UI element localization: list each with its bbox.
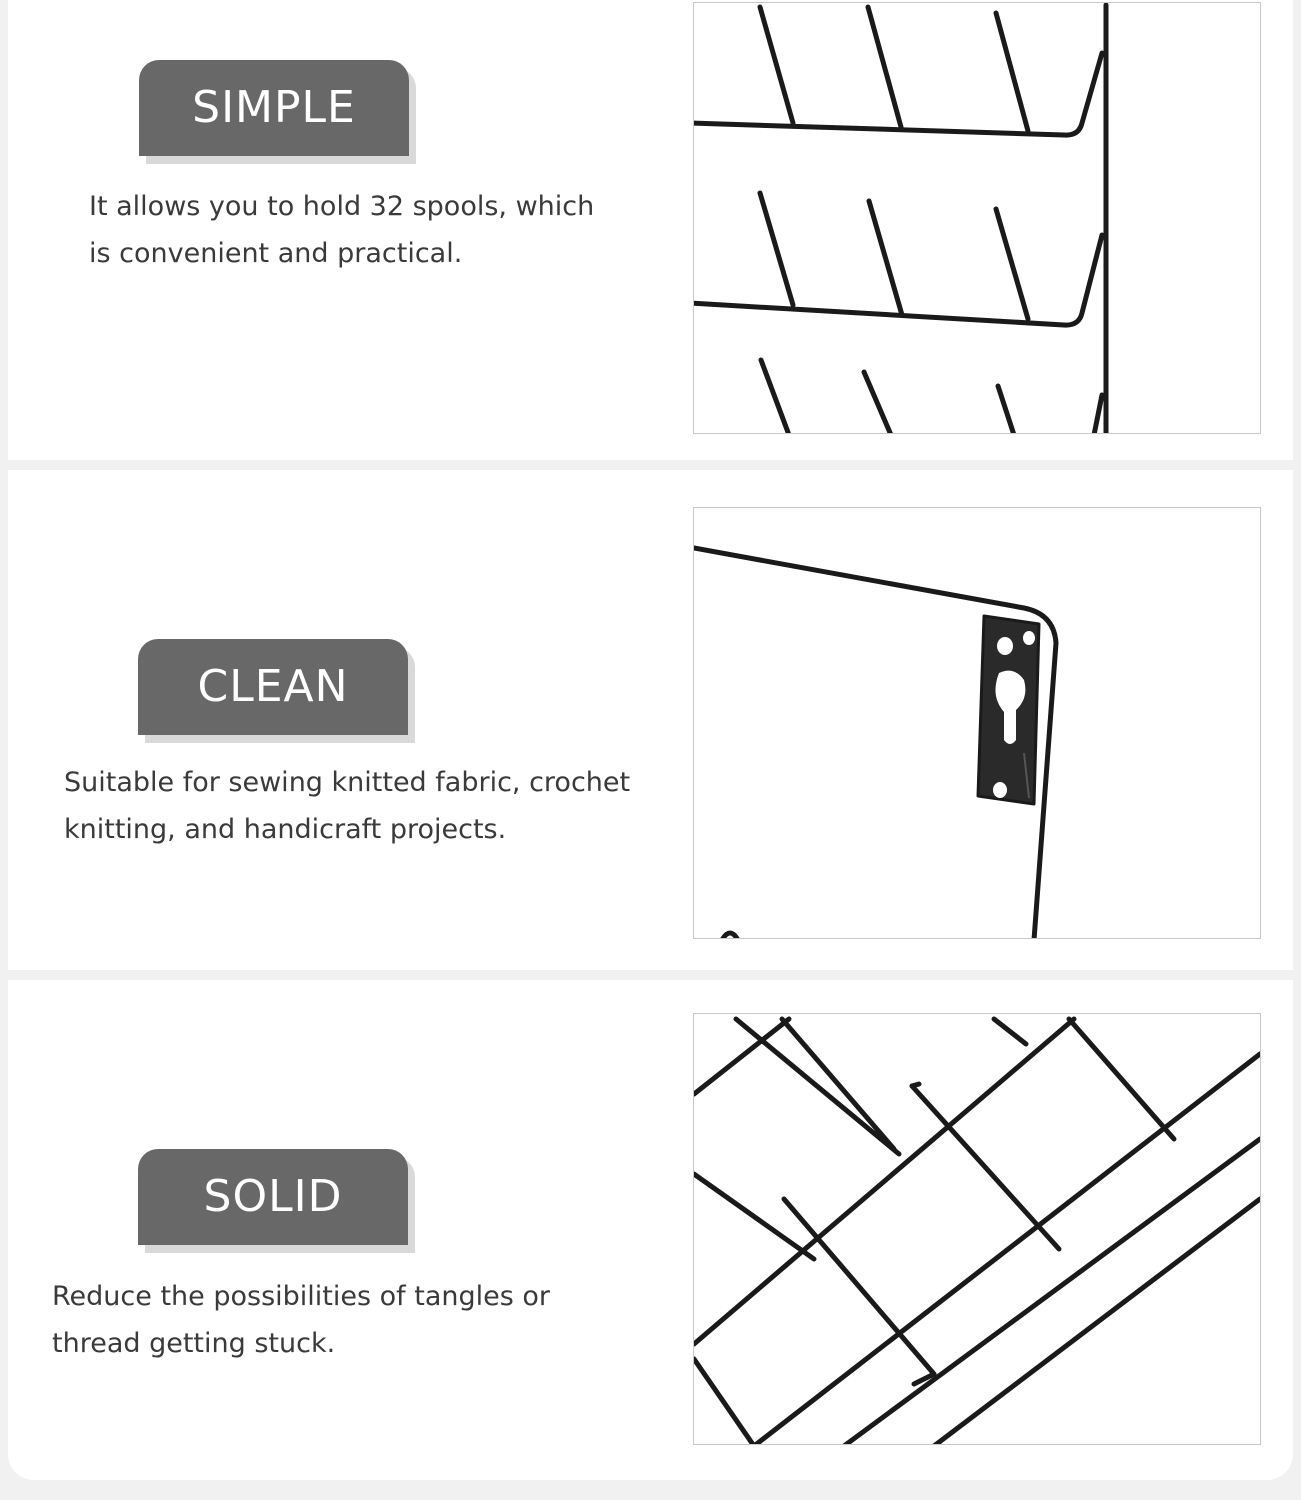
feature-badge — [138, 639, 416, 743]
description-line: It allows you to hold 32 spools, which — [89, 191, 595, 222]
product-image-hanging-bracket — [693, 507, 1261, 939]
description-line: knitting, and handicraft projects. — [64, 814, 507, 845]
bracket-illustration — [694, 508, 1260, 938]
product-image-spool-pegs — [693, 2, 1261, 434]
description-line: is convenient and practical. — [89, 238, 463, 269]
wire-grid-illustration — [694, 1014, 1260, 1444]
spool-rack-illustration — [694, 3, 1260, 433]
description-line: thread getting stuck. — [52, 1328, 336, 1359]
feature-badge — [139, 60, 417, 164]
feature-description — [64, 759, 630, 853]
feature-description — [89, 183, 594, 277]
feature-title: SIMPLE — [139, 60, 409, 156]
feature-title: SOLID — [138, 1149, 408, 1245]
feature-title: CLEAN — [138, 639, 408, 735]
feature-badge — [138, 1149, 416, 1253]
feature-description — [52, 1273, 550, 1367]
product-image-wire-grid — [693, 1013, 1261, 1445]
description-line: Suitable for sewing knitted fabric, crochet — [64, 767, 631, 798]
description-line: Reduce the possibilities of tangles or — [52, 1281, 550, 1312]
